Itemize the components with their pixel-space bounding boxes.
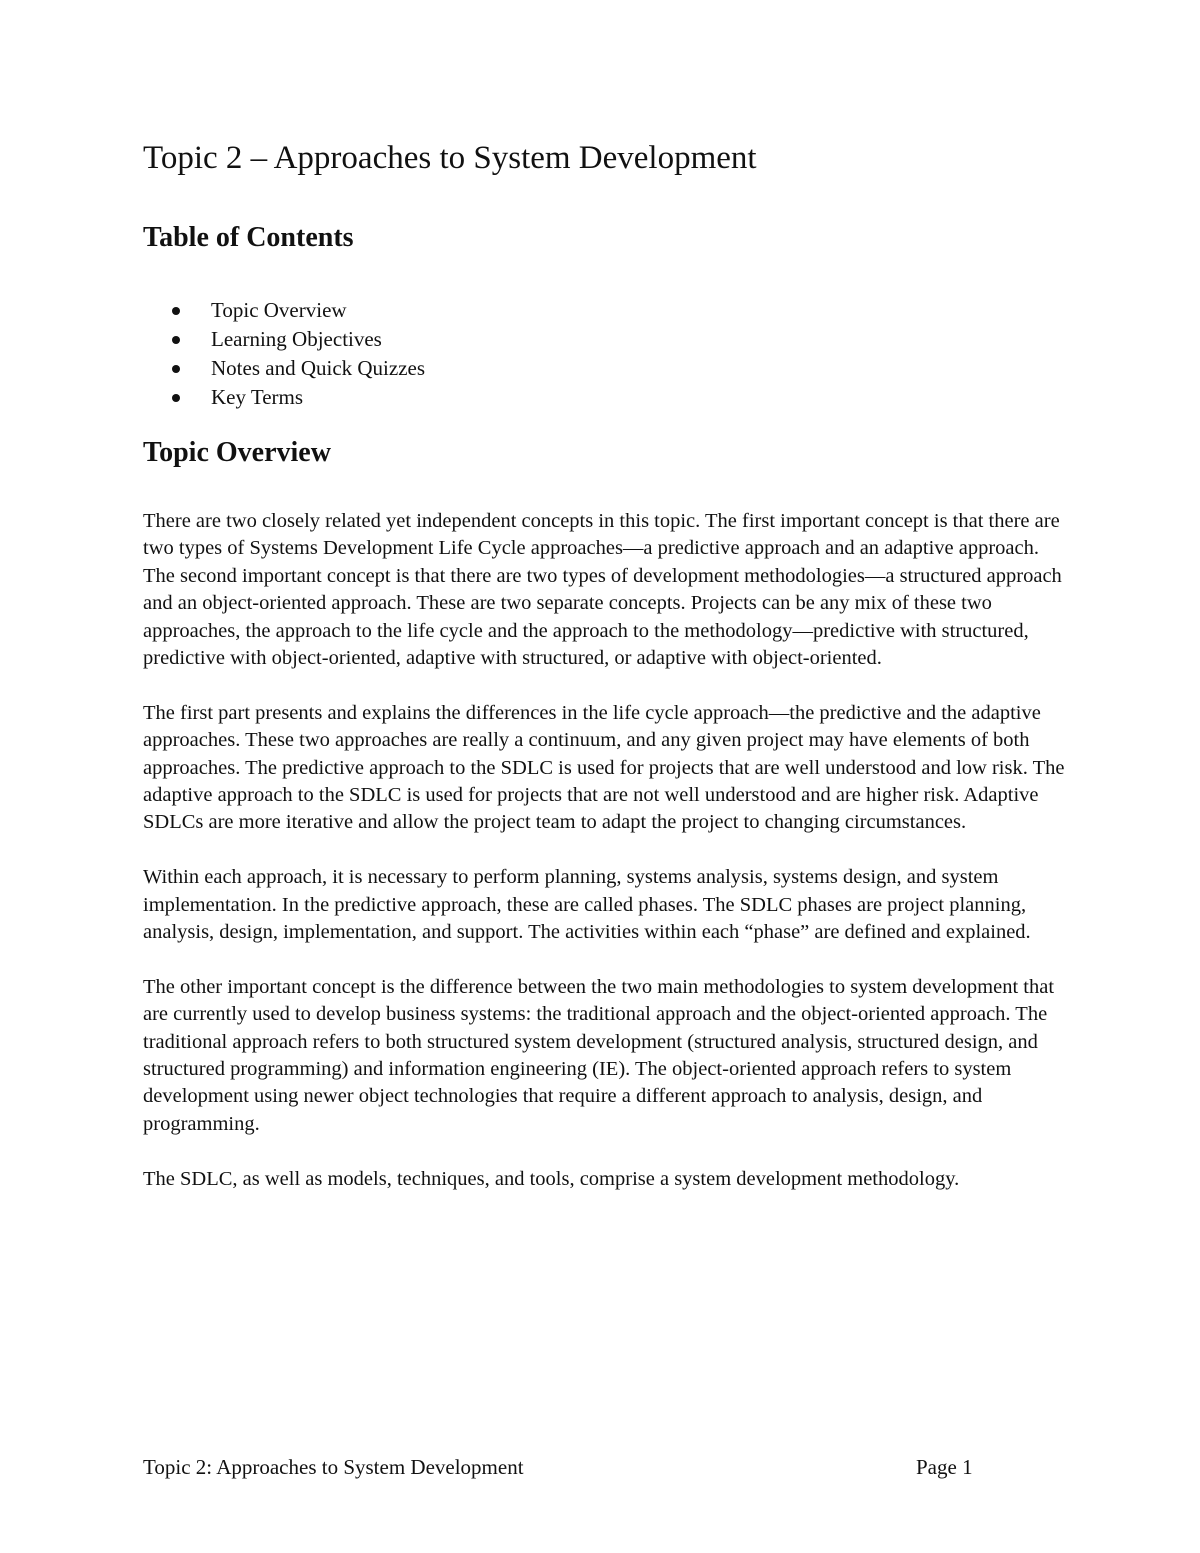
topic-overview-body (143, 508, 1073, 1220)
toc-item-topic-overview (143, 296, 425, 325)
toc-heading: Table of Contents (143, 222, 354, 253)
topic-overview-heading: Topic Overview (143, 437, 331, 468)
toc-item-learning-objectives (143, 325, 425, 354)
document-title: Topic 2 – Approaches to System Development (143, 140, 757, 176)
paragraph: Within each approach, it is necessary to perform planning, systems analysis, systems design, and system implementation. In the predictive approach, these are called phases. The SDLC phases are project planning, analysis, design, implementation, and support. The activities within each “phase” are defined and explained. (143, 866, 1031, 944)
toc-item-notes-and-quick-quizzes (143, 354, 425, 383)
toc-item-label: Key Terms (211, 385, 304, 409)
bullet-icon (172, 307, 180, 315)
footer-document-title: Topic 2: Approaches to System Development (143, 1455, 524, 1479)
paragraph: There are two closely related yet independent concepts in this topic. The first important concept is that there are two types of Systems Development Life Cycle approaches—a predictive approach and an adaptive approach. The second important concept is that there are two types of development methodologies—a structured approach and an object-oriented approach. These are two separate concepts. Projects can be any mix of these two approaches, the approach to the life cycle and the approach to the methodology—predictive with structured, predictive with object-oriented, adaptive with structured, or adaptive with object-oriented. (143, 510, 1062, 670)
toc-item-label: Topic Overview (211, 298, 347, 322)
toc-list (143, 296, 425, 412)
bullet-icon (172, 394, 180, 402)
toc-item-label: Learning Objectives (211, 327, 382, 351)
paragraph: The other important concept is the difference between the two main methodologies to system development that are currently used to develop business systems: the traditional approach and the object-oriented approach. The traditional approach refers to both structured system development (structured analysis, structured design, and structured programming) and information engineering (IE). The object-oriented approach refers to system development using newer object technologies that require a different approach to analysis, design, and programming. (143, 975, 1055, 1135)
toc-item-label: Notes and Quick Quizzes (211, 356, 426, 380)
bullet-icon (172, 365, 180, 373)
bullet-icon (172, 336, 180, 344)
toc-item-key-terms (143, 383, 425, 412)
paragraph: The SDLC, as well as models, techniques, and tools, comprise a system development methodology. (143, 1167, 960, 1190)
paragraph: The first part presents and explains the differences in the life cycle approach—the predictive and the adaptive approaches. These two approaches are really a continuum, and any given project may have elements of both approaches. The predictive approach to the SDLC is used for projects that are well understood and low risk. The adaptive approach to the SDLC is used for projects that are not well understood and are higher risk. Adaptive SDLCs are more iterative and allow the project team to adapt the project to changing circumstances. (143, 701, 1065, 834)
footer-page-number: Page 1 (916, 1455, 973, 1479)
